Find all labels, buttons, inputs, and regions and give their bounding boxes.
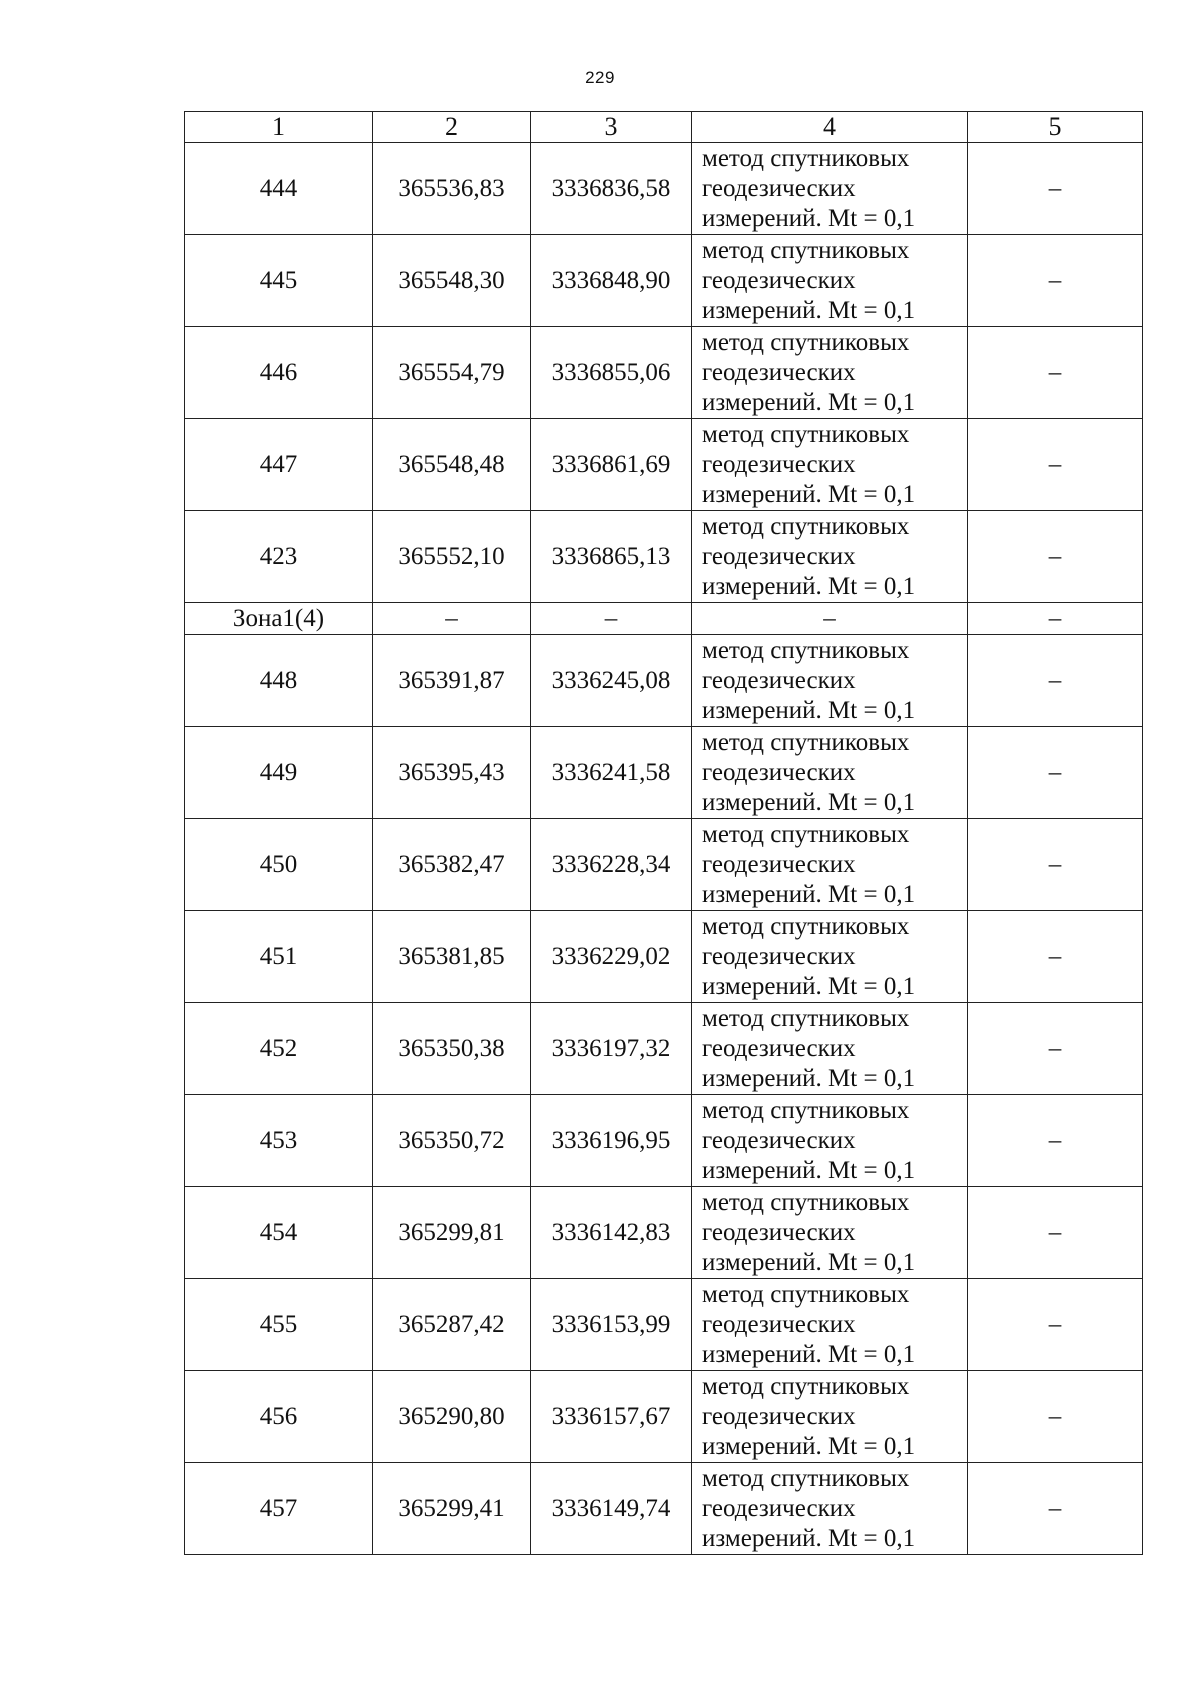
header-row xyxy=(185,112,1143,143)
x-coordinate-cell: 365299,81 xyxy=(373,1187,531,1279)
note-cell: – xyxy=(968,635,1143,727)
method-line: геодезических xyxy=(702,1218,856,1246)
point-id-cell: 447 xyxy=(185,419,373,511)
zone-dash-cell: – xyxy=(531,603,692,635)
y-coordinate-cell: 3336245,08 xyxy=(531,635,692,727)
y-coordinate-cell: 3336153,99 xyxy=(531,1279,692,1371)
point-id-cell: 453 xyxy=(185,1095,373,1187)
note-cell: – xyxy=(968,1279,1143,1371)
method-cell xyxy=(692,635,968,727)
note-cell: – xyxy=(968,911,1143,1003)
table-row xyxy=(185,419,1143,511)
method-line: измерений. Mt = 0,1 xyxy=(702,1432,916,1460)
note-cell: – xyxy=(968,511,1143,603)
x-coordinate-cell: 365382,47 xyxy=(373,819,531,911)
x-coordinate-cell: 365350,72 xyxy=(373,1095,531,1187)
method-line: метод спутниковых xyxy=(702,1280,910,1308)
note-cell: – xyxy=(968,819,1143,911)
point-id-cell: 446 xyxy=(185,327,373,419)
table-row xyxy=(185,635,1143,727)
y-coordinate-cell: 3336855,06 xyxy=(531,327,692,419)
table-row xyxy=(185,1187,1143,1279)
method-line: геодезических xyxy=(702,1034,856,1062)
method-cell xyxy=(692,143,968,235)
method-cell xyxy=(692,1187,968,1279)
y-coordinate-cell: 3336241,58 xyxy=(531,727,692,819)
note-cell: – xyxy=(968,327,1143,419)
table-row xyxy=(185,1463,1143,1555)
method-line: метод спутниковых xyxy=(702,420,910,448)
method-cell xyxy=(692,419,968,511)
x-coordinate-cell: 365554,79 xyxy=(373,327,531,419)
y-coordinate-cell: 3336142,83 xyxy=(531,1187,692,1279)
point-id-cell: 456 xyxy=(185,1371,373,1463)
table-row xyxy=(185,1095,1143,1187)
method-line: измерений. Mt = 0,1 xyxy=(702,1156,916,1184)
method-cell xyxy=(692,1279,968,1371)
table-row xyxy=(185,819,1143,911)
header-cell-4: 4 xyxy=(692,112,968,143)
table-body xyxy=(185,143,1143,1555)
y-coordinate-cell: 3336229,02 xyxy=(531,911,692,1003)
y-coordinate-cell: 3336865,13 xyxy=(531,511,692,603)
note-cell: – xyxy=(968,727,1143,819)
page-number: 229 xyxy=(585,68,615,87)
point-id-cell: 423 xyxy=(185,511,373,603)
header-cell-5: 5 xyxy=(968,112,1143,143)
method-line: геодезических xyxy=(702,450,856,478)
method-line: метод спутниковых xyxy=(702,1464,910,1492)
method-line: измерений. Mt = 0,1 xyxy=(702,1524,916,1552)
point-id-cell: 452 xyxy=(185,1003,373,1095)
method-cell xyxy=(692,327,968,419)
table-row xyxy=(185,727,1143,819)
method-line: измерений. Mt = 0,1 xyxy=(702,696,916,724)
method-line: геодезических xyxy=(702,850,856,878)
x-coordinate-cell: 365290,80 xyxy=(373,1371,531,1463)
table-row xyxy=(185,511,1143,603)
method-line: измерений. Mt = 0,1 xyxy=(702,788,916,816)
note-cell: – xyxy=(968,1187,1143,1279)
zone-label: Зона1(4) xyxy=(185,603,373,635)
method-line: геодезических xyxy=(702,942,856,970)
method-cell xyxy=(692,1003,968,1095)
method-line: геодезических xyxy=(702,174,856,202)
coordinates-table xyxy=(184,111,1143,1555)
method-line: метод спутниковых xyxy=(702,1004,910,1032)
y-coordinate-cell: 3336861,69 xyxy=(531,419,692,511)
method-line: измерений. Mt = 0,1 xyxy=(702,572,916,600)
method-cell xyxy=(692,1095,968,1187)
x-coordinate-cell: 365287,42 xyxy=(373,1279,531,1371)
x-coordinate-cell: 365548,30 xyxy=(373,235,531,327)
method-line: геодезических xyxy=(702,266,856,294)
method-line: метод спутниковых xyxy=(702,1188,910,1216)
note-cell: – xyxy=(968,1003,1143,1095)
method-line: геодезических xyxy=(702,666,856,694)
note-cell: – xyxy=(968,419,1143,511)
method-cell xyxy=(692,819,968,911)
x-coordinate-cell: 365381,85 xyxy=(373,911,531,1003)
method-line: измерений. Mt = 0,1 xyxy=(702,972,916,1000)
method-line: измерений. Mt = 0,1 xyxy=(702,296,916,324)
method-line: геодезических xyxy=(702,542,856,570)
table-row xyxy=(185,1279,1143,1371)
y-coordinate-cell: 3336196,95 xyxy=(531,1095,692,1187)
method-line: измерений. Mt = 0,1 xyxy=(702,204,916,232)
point-id-cell: 455 xyxy=(185,1279,373,1371)
zone-dash-cell: – xyxy=(692,603,968,635)
x-coordinate-cell: 365299,41 xyxy=(373,1463,531,1555)
method-line: измерений. Mt = 0,1 xyxy=(702,880,916,908)
method-line: измерений. Mt = 0,1 xyxy=(702,480,916,508)
method-cell xyxy=(692,511,968,603)
table-row xyxy=(185,1371,1143,1463)
x-coordinate-cell: 365552,10 xyxy=(373,511,531,603)
method-cell xyxy=(692,911,968,1003)
method-line: геодезических xyxy=(702,1310,856,1338)
method-line: метод спутниковых xyxy=(702,912,910,940)
y-coordinate-cell: 3336157,67 xyxy=(531,1371,692,1463)
zone-dash-cell: – xyxy=(373,603,531,635)
method-line: метод спутниковых xyxy=(702,636,910,664)
point-id-cell: 454 xyxy=(185,1187,373,1279)
table-row xyxy=(185,327,1143,419)
method-line: геодезических xyxy=(702,1494,856,1522)
y-coordinate-cell: 3336228,34 xyxy=(531,819,692,911)
note-cell: – xyxy=(968,1463,1143,1555)
point-id-cell: 450 xyxy=(185,819,373,911)
method-line: измерений. Mt = 0,1 xyxy=(702,1340,916,1368)
method-line: измерений. Mt = 0,1 xyxy=(702,1064,916,1092)
method-line: метод спутниковых xyxy=(702,728,910,756)
table-row xyxy=(185,235,1143,327)
x-coordinate-cell: 365350,38 xyxy=(373,1003,531,1095)
note-cell: – xyxy=(968,1095,1143,1187)
point-id-cell: 451 xyxy=(185,911,373,1003)
y-coordinate-cell: 3336848,90 xyxy=(531,235,692,327)
note-cell: – xyxy=(968,235,1143,327)
method-line: геодезических xyxy=(702,358,856,386)
zone-row xyxy=(185,603,1143,635)
zone-dash-cell: – xyxy=(968,603,1143,635)
method-cell xyxy=(692,235,968,327)
method-line: геодезических xyxy=(702,1402,856,1430)
point-id-cell: 444 xyxy=(185,143,373,235)
table-header xyxy=(185,112,1143,143)
note-cell: – xyxy=(968,1371,1143,1463)
y-coordinate-cell: 3336197,32 xyxy=(531,1003,692,1095)
x-coordinate-cell: 365395,43 xyxy=(373,727,531,819)
x-coordinate-cell: 365548,48 xyxy=(373,419,531,511)
point-id-cell: 448 xyxy=(185,635,373,727)
y-coordinate-cell: 3336836,58 xyxy=(531,143,692,235)
table-row xyxy=(185,1003,1143,1095)
method-line: измерений. Mt = 0,1 xyxy=(702,388,916,416)
x-coordinate-cell: 365536,83 xyxy=(373,143,531,235)
method-line: метод спутниковых xyxy=(702,144,910,172)
point-id-cell: 445 xyxy=(185,235,373,327)
method-cell xyxy=(692,727,968,819)
table-row xyxy=(185,911,1143,1003)
method-line: метод спутниковых xyxy=(702,512,910,540)
method-cell xyxy=(692,1463,968,1555)
header-cell-2: 2 xyxy=(373,112,531,143)
method-line: геодезических xyxy=(702,758,856,786)
note-cell: – xyxy=(968,143,1143,235)
method-line: метод спутниковых xyxy=(702,328,910,356)
header-cell-3: 3 xyxy=(531,112,692,143)
point-id-cell: 457 xyxy=(185,1463,373,1555)
method-line: метод спутниковых xyxy=(702,820,910,848)
x-coordinate-cell: 365391,87 xyxy=(373,635,531,727)
y-coordinate-cell: 3336149,74 xyxy=(531,1463,692,1555)
method-line: метод спутниковых xyxy=(702,1372,910,1400)
method-line: метод спутниковых xyxy=(702,1096,910,1124)
method-line: геодезических xyxy=(702,1126,856,1154)
header-cell-1: 1 xyxy=(185,112,373,143)
method-cell xyxy=(692,1371,968,1463)
point-id-cell: 449 xyxy=(185,727,373,819)
table-row xyxy=(185,143,1143,235)
method-line: измерений. Mt = 0,1 xyxy=(702,1248,916,1276)
method-line: метод спутниковых xyxy=(702,236,910,264)
